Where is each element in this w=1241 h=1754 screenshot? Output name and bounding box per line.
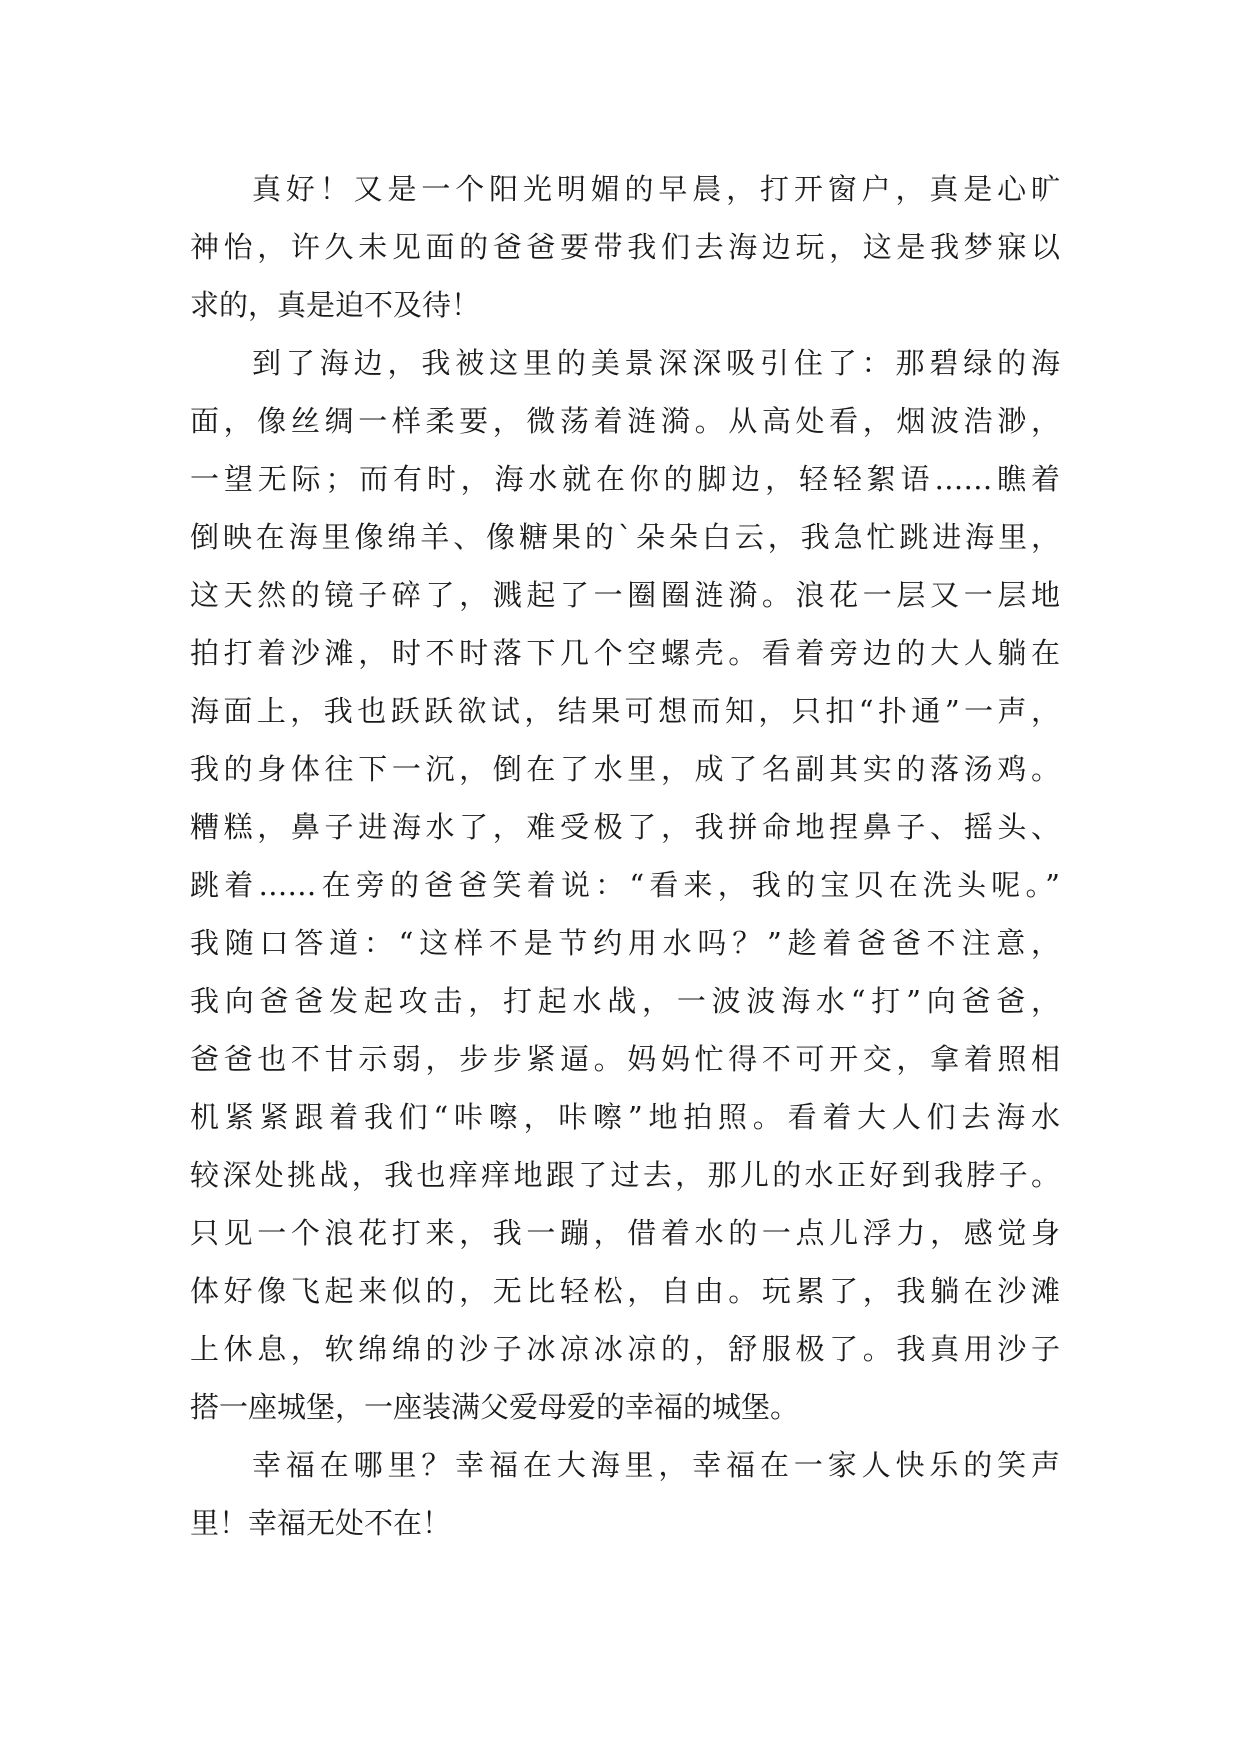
text-line: 里！幸福无处不在！ xyxy=(190,1506,452,1540)
essay-body xyxy=(190,160,1060,1552)
text-line: 一望无际；而有时，海水就在你的脚边，轻轻絮语……瞧着 xyxy=(190,462,1060,496)
text-line: 我随口答道：“这样不是节约用水吗？”趁着爸爸不注意， xyxy=(190,926,1060,960)
text-line: 到了海边，我被这里的美景深深吸引住了：那碧绿的海 xyxy=(252,346,1060,380)
text-line: 糟糕，鼻子进海水了，难受极了，我拼命地捏鼻子、摇头、 xyxy=(190,810,1060,844)
paragraph-3 xyxy=(190,1436,1060,1552)
text-line: 较深处挑战，我也痒痒地跟了过去，那儿的水正好到我脖子。 xyxy=(190,1158,1060,1192)
text-line: 上休息，软绵绵的沙子冰凉冰凉的，舒服极了。我真用沙子 xyxy=(190,1332,1060,1366)
text-line: 面，像丝绸一样柔要，微荡着涟漪。从高处看，烟波浩渺， xyxy=(190,404,1060,438)
text-line: 搭一座城堡，一座装满父爱母爱的幸福的城堡。 xyxy=(190,1390,800,1424)
paragraph-1 xyxy=(190,160,1060,334)
text-line: 我向爸爸发起攻击，打起水战，一波波海水“打”向爸爸， xyxy=(190,984,1060,1018)
text-line: 只见一个浪花打来，我一蹦，借着水的一点儿浮力，感觉身 xyxy=(190,1216,1060,1250)
text-line: 幸福在哪里？幸福在大海里，幸福在一家人快乐的笑声 xyxy=(252,1448,1060,1482)
text-line: 求的，真是迫不及待！ xyxy=(190,288,481,322)
text-line: 跳着……在旁的爸爸笑着说：“看来，我的宝贝在洗头呢。” xyxy=(190,868,1060,902)
text-line: 机紧紧跟着我们“咔嚓，咔嚓”地拍照。看着大人们去海水 xyxy=(190,1100,1060,1134)
text-line: 爸爸也不甘示弱，步步紧逼。妈妈忙得不可开交，拿着照相 xyxy=(190,1042,1060,1076)
paragraph-2 xyxy=(190,334,1060,1436)
text-line: 海面上，我也跃跃欲试，结果可想而知，只扣“扑通”一声， xyxy=(190,694,1060,728)
text-line: 我的身体往下一沉，倒在了水里，成了名副其实的落汤鸡。 xyxy=(190,752,1060,786)
text-line: 拍打着沙滩，时不时落下几个空螺壳。看着旁边的大人躺在 xyxy=(190,636,1060,670)
text-line: 真好！又是一个阳光明媚的早晨，打开窗户，真是心旷 xyxy=(252,172,1060,206)
text-line: 这天然的镜子碎了，溅起了一圈圈涟漪。浪花一层又一层地 xyxy=(190,578,1060,612)
text-line: 体好像飞起来似的，无比轻松，自由。玩累了，我躺在沙滩 xyxy=(190,1274,1060,1308)
text-line: 倒映在海里像绵羊、像糖果的`朵朵白云，我急忙跳进海里， xyxy=(190,520,1060,554)
text-line: 神怡，许久未见面的爸爸要带我们去海边玩，这是我梦寐以 xyxy=(190,230,1060,264)
